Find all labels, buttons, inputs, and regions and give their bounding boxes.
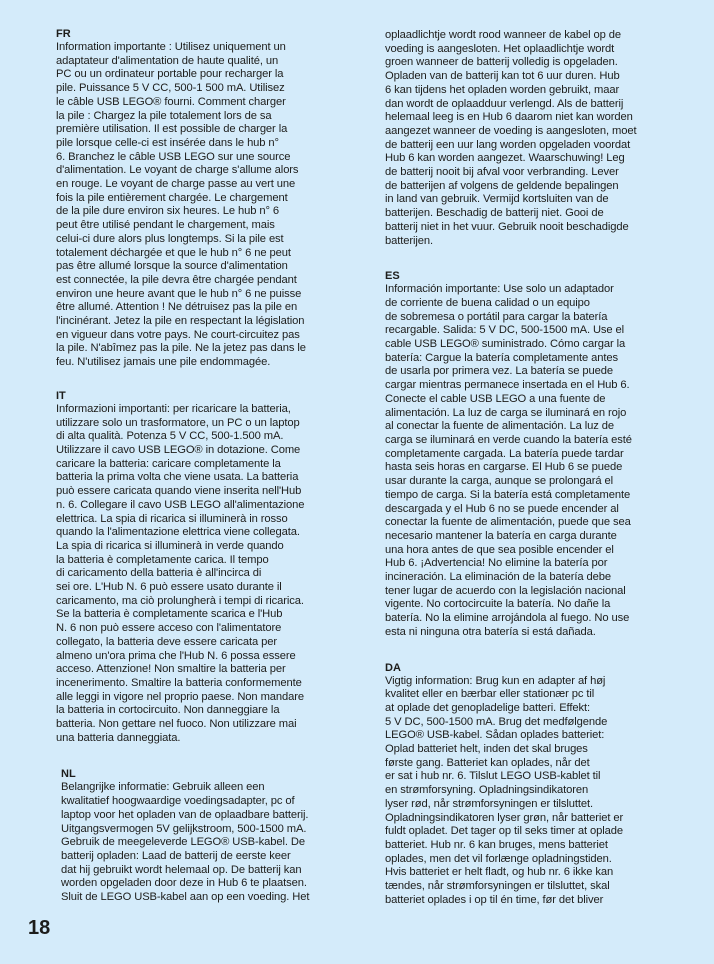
section-nl: [61, 768, 356, 904]
section-fr: [56, 28, 356, 370]
section-heading-nl: NL: [61, 768, 76, 781]
section-da: [385, 662, 691, 908]
section-heading-fr: FR: [56, 28, 71, 40]
section-es: [385, 270, 691, 639]
section-heading-da: DA: [385, 661, 401, 674]
section-nl-continued: [385, 29, 691, 248]
page-number: 18: [28, 917, 51, 939]
section-text-nl-part2: oplaadlichtje wordt rood wanneer de kabel op de voeding is aangesloten. Het oplaadlichtje wordt groen wanneer de batterij volledig is opgeladen. Opladen van de batterij kan tot 6 uur duren. Hub 6 kan tijdens het opladen worden gebruikt, maar dan wordt de oplaadduur verlengd. Als de batterij helemaal leeg is en Hub 6 daarom niet kan worden aangezet wanneer de voeding is aangesloten, moet de batterij een uur lang worden opgeladen voordat Hub 6 kan worden aangezet. Waarschuwing! Leg de batterij nooit bij afval voor verbranding. Lever de batterijen af volgens de geldende bepalingen in land van gebruik. Vermijd kortsluiten van de batterijen. Beschadig de batterij niet. Gooi de batterij niet in het vuur. Gebruik nooit beschadigde batterijen.: [385, 29, 637, 247]
section-text-it: Informazioni importanti: per ricaricare la batteria, utilizzare solo un trasformatore, un PC o un laptop di alta qualità. Potenza 5 V CC, 500-1.500 mA. Utilizzare il cavo USB LEGO® in dotazione. Come caricare la batteria: caricare completamente la batteria la prima volta che viene usata. La batteria può essere caricata quando viene inserita nell'Hub n. 6. Collegare il cavo USB LEGO all'alimentazione elettrica. La spia di ricarica si illuminerà in rosso quando la l'alimentazione elettrica viene collegata. La spia di ricarica si illuminerà in verde quando la batteria è completamente carica. Il tempo di caricamento della batteria è all'incirca di sei ore. L'Hub N. 6 può essere usato durante il caricamento, ma ciò prolungherà i tempi di ricarica. Se la batteria è completamente scarica e l'Hub N. 6 non può essere acceso con l'alimentatore collegato, la batteria deve essere caricata per almeno un'ora prima che l'Hub N. 6 possa essere acceso. Attenzione! Non smaltire la batteria per incenerimento. Smaltire la batteria conformemente alle leggi in vigore nel proprio paese. Non mandare la batteria in cortocircuito. Non danneggiare la batteria. Non gettare nel fuoco. Non utilizzare mai una batteria danneggiata.: [56, 402, 305, 744]
left-column: [56, 28, 356, 905]
section-heading-es: ES: [385, 270, 400, 283]
section-text-da: Vigtig information: Brug kun en adapter af høj kvalitet eller en bærbar eller stationær pc til at oplade det genopladelige batteri. Effekt: 5 V DC, 500-1500 mA. Brug det medfølgende LEGO® USB-kabel. Sådan oplades batteriet: Oplad batteriet helt, inden det skal bruges første gang. Batteriet kan oplades, når det er sat i hub nr. 6. Tilslut LEGO USB-kablet til en strømforsyning. Opladningsindikatoren lyser rød, når strømforsyningen er tilsluttet. Opladningsindikatoren lyser grøn, når batteriet er fuldt opladet. Det tager op til seks timer at oplade batteriet. Hub nr. 6 kan bruges, mens batteriet oplades, men det vil forlænge opladningstiden. Hvis batteriet er helt fladt, og hub nr. 6 ikke kan tændes, når strømforsyningen er tilsluttet, skal batteriet oplades i op til én time, før det bliver: [385, 674, 624, 906]
section-text-es: Información importante: Use solo un adaptador de corriente de buena calidad o un equipo de sobremesa o portátil para cargar la batería recargable. Salida: 5 V DC, 500-1500 mA. Use el cable USB LEGO® suministrado. Cómo cargar la batería: Cargue la batería completamente antes de usarla por primera vez. La batería se puede cargar mientras permanece insertada en el Hub 6. Conecte el cable USB LEGO a una fuente de alimentación. La luz de carga se iluminará en rojo al conectar la fuente de alimentación. La luz de carga se iluminará en verde cuando la batería esté completamente cargada. La batería puede tardar hasta seis horas en cargarse. El Hub 6 se puede usar durante la carga, aunque se prolongará el tiempo de carga. Si la batería está completamente descargada y el Hub 6 no se puede encender al conectar la fuente de alimentación, puede que sea necesario mantener la batería en carga durante una hora antes de que sea posible encender el Hub 6. ¡Advertencia! No elimine la batería por incineración. La eliminación de la batería debe tener lugar de acuerdo con la legislación nacional vigente. No cortocircuite la batería. No dañe la batería. No la elimine arrojándola al fuego. No use esta ni ninguna otra batería si está dañada.: [385, 283, 632, 638]
right-column: [385, 29, 691, 907]
section-text-fr: Information importante : Utilisez uniquement un adaptateur d'alimentation de haute qualité, un PC ou un ordinateur portable pour recharger la pile. Puissance 5 V CC, 500-1 500 mA. Utilisez le câble USB LEGO® fourni. Comment charger la pile : Chargez la pile totalement lors de sa première utilisation. Il est possible de charger la pile lorsque celle-ci est insérée dans le hub n° 6. Branchez le câble USB LEGO sur une source d'alimentation. Le voyant de charge s'allume alors en rouge. Le voyant de charge passe au vert une fois la pile entièrement chargée. Le chargement de la pile dure environ six heures. Le hub n° 6 peut être utilisé pendant le chargement, mais celui-ci dure alors plus longtemps. Si la pile est totalement déchargée et que le hub n° 6 ne peut pas être allumé lorsque la source d'alimentation est connectée, la pile devra être chargée pendant environ une heure avant que le hub n° 6 ne puisse être allumé. Attention ! Ne détruisez pas la pile en l'incinérant. Jetez la pile en respectant la législation en vigueur dans votre pays. Ne court-circuitez pas la pile. N'abîmez pas la pile. Ne la jetez pas dans le feu. N'utilisez jamais une pile endommagée.: [56, 41, 306, 369]
section-heading-it: IT: [56, 389, 66, 402]
section-text-nl-part1: Belangrijke informatie: Gebruik alleen een kwalitatief hoogwaardige voedingsadapter, pc of laptop voor het opladen van de oplaadbare batterij. Uitgangsvermogen 5V gelijkstroom, 500-1500 mA. Gebruik de meegeleverde LEGO® USB-kabel. De batterij opladen: Laad de batterij de eerste keer dat hij gebruikt wordt helemaal op. De batterij kan worden opgeladen door deze in Hub 6 te plaatsen. Sluit de LEGO USB-kabel aan op een voeding. Het: [61, 781, 310, 904]
section-it: [56, 390, 356, 746]
